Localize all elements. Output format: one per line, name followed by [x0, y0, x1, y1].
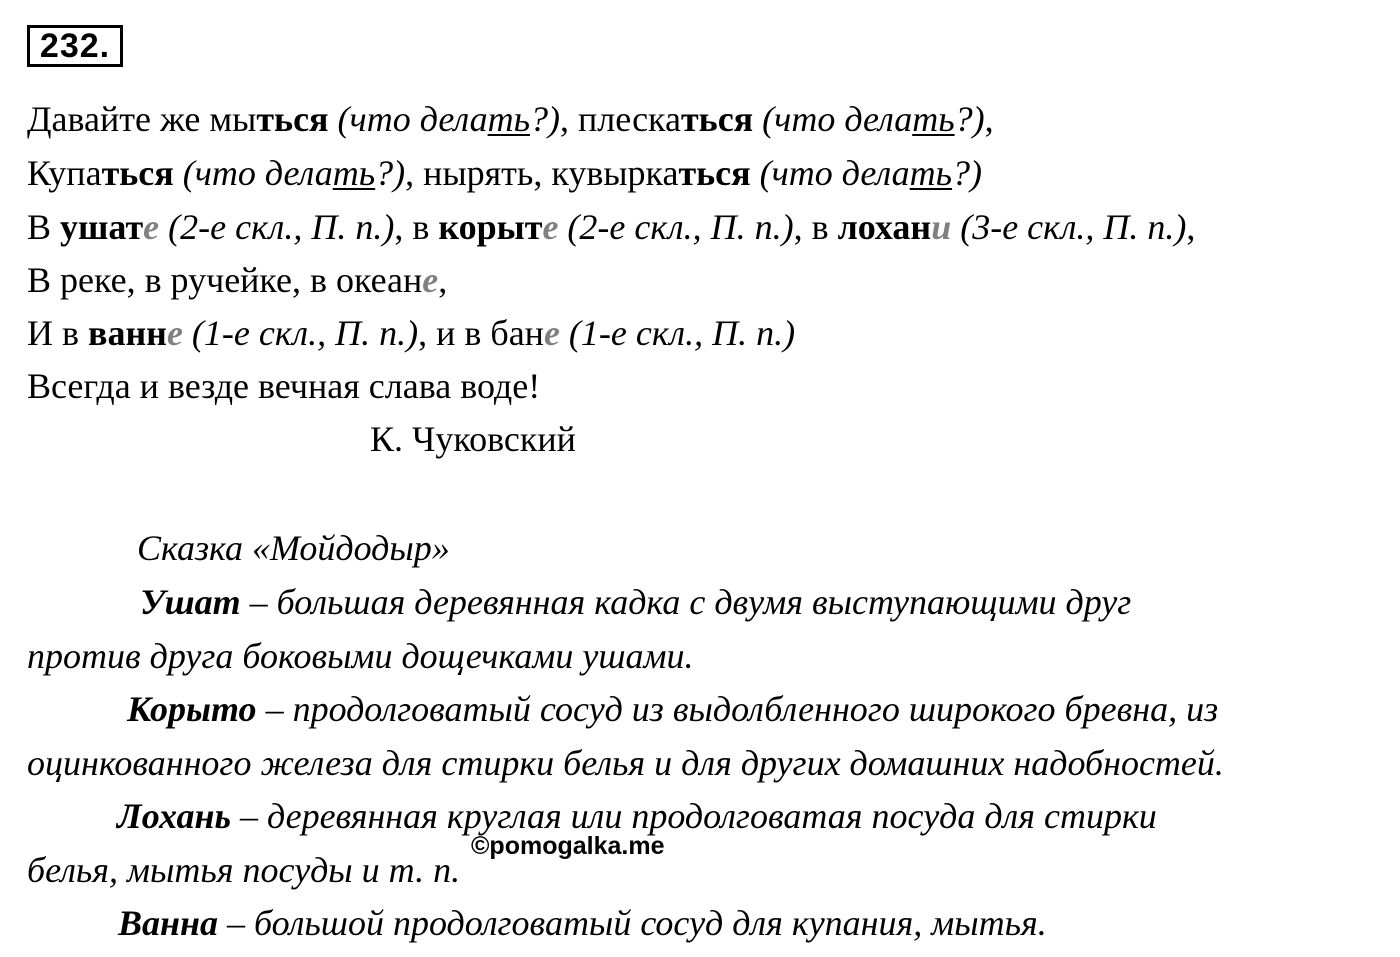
- punctuation: ,: [438, 260, 448, 300]
- question: (что дела: [750, 153, 910, 193]
- grammar-note: (1-е скл., П. п.): [559, 313, 796, 353]
- word-bold-suffix: ться: [256, 99, 329, 139]
- grammar-note: (1-е скл., П. п.): [182, 313, 419, 353]
- glossary-term: Корыто: [127, 689, 257, 729]
- glossary-koryto-line-1: [127, 691, 1218, 727]
- noun-ending: и: [931, 207, 952, 247]
- word: , в: [793, 207, 838, 247]
- question: (что дела: [328, 99, 488, 139]
- noun-ending: е: [166, 313, 183, 353]
- glossary-koryto-line-2: оцинкованного железа для стирки белья и для других домашних надобностей.: [27, 743, 1224, 783]
- poem-line-6: Всегда и везде вечная слава воде!: [27, 366, 541, 406]
- word: , и в бан: [418, 313, 544, 353]
- word: В: [27, 207, 61, 247]
- word: , в: [394, 207, 439, 247]
- word: В реке, в ручейке, в океан: [27, 260, 423, 300]
- noun-ending: е: [422, 260, 439, 300]
- noun-bold: лохан: [837, 207, 932, 247]
- noun-bold: корыт: [438, 207, 543, 247]
- glossary-lohan-line-2: белья, мытья посуды и т. п.: [27, 850, 461, 890]
- glossary-definition: – деревянная круглая или продолговатая посуда для стирки: [230, 796, 1157, 836]
- poem-line-2: [27, 155, 982, 191]
- question: (что дела: [753, 99, 913, 139]
- grammar-note: (2-е скл., П. п.): [558, 207, 794, 247]
- glossary-ushat-line-1: [140, 584, 1131, 620]
- poem-line-5: [27, 315, 795, 351]
- poem-line-3: [27, 209, 1195, 245]
- glossary-definition: – продолговатый сосуд из выдолбленного широкого бревна, из: [256, 689, 1219, 729]
- question-end: ?): [529, 99, 560, 139]
- glossary-ushat-line-2: против друга боковыми дощечками ушами.: [27, 636, 694, 676]
- grammar-note: (2-е скл., П. п.): [159, 207, 395, 247]
- noun-ending: е: [143, 207, 160, 247]
- question: (что дела: [173, 153, 333, 193]
- word: И в: [27, 313, 88, 353]
- word: Купа: [27, 153, 102, 193]
- question-underlined: ть: [912, 99, 955, 139]
- punctuation: ,: [984, 99, 994, 139]
- question-underlined: ть: [332, 153, 376, 193]
- glossary-term: Ванна: [118, 903, 218, 943]
- word-bold-suffix: ться: [678, 153, 751, 193]
- word: Давайте же мы: [27, 99, 257, 139]
- question-end: ?): [954, 99, 985, 139]
- poem-line-4: [27, 262, 447, 298]
- glossary-vanna-line-1: [118, 905, 1047, 941]
- noun-ending: е: [542, 207, 559, 247]
- glossary-definition: – большая деревянная кадка с двумя выступающими друг: [240, 582, 1132, 622]
- word: , плеска: [559, 99, 681, 139]
- poem-line-1: [27, 101, 994, 137]
- question-end: ?): [952, 153, 983, 193]
- noun-bold: ванн: [88, 313, 167, 353]
- question-underlined: ть: [909, 153, 953, 193]
- glossary-lohan-line-1: [117, 798, 1157, 834]
- question-end: ?): [375, 153, 406, 193]
- word-bold-suffix: ться: [680, 99, 754, 139]
- watermark: ©pomogalka.me: [471, 832, 665, 860]
- poem-author: К. Чуковский: [370, 419, 576, 459]
- question-underlined: ть: [487, 99, 530, 139]
- noun-bold: ушат: [60, 207, 144, 247]
- glossary-term: Ушат: [140, 582, 241, 622]
- punctuation: ,: [1186, 207, 1196, 247]
- glossary-definition: – большой продолговатый сосуд для купания, мытья.: [217, 903, 1047, 943]
- glossary-source: Сказка «Мойдодыр»: [137, 528, 450, 568]
- glossary-term: Лохань: [117, 796, 231, 836]
- word: , нырять, кувырка: [405, 153, 679, 193]
- noun-ending: е: [543, 313, 560, 353]
- word-bold-suffix: ться: [101, 153, 174, 193]
- grammar-note: (3-е скл., П. п.): [951, 207, 1187, 247]
- exercise-number: 232.: [27, 25, 123, 67]
